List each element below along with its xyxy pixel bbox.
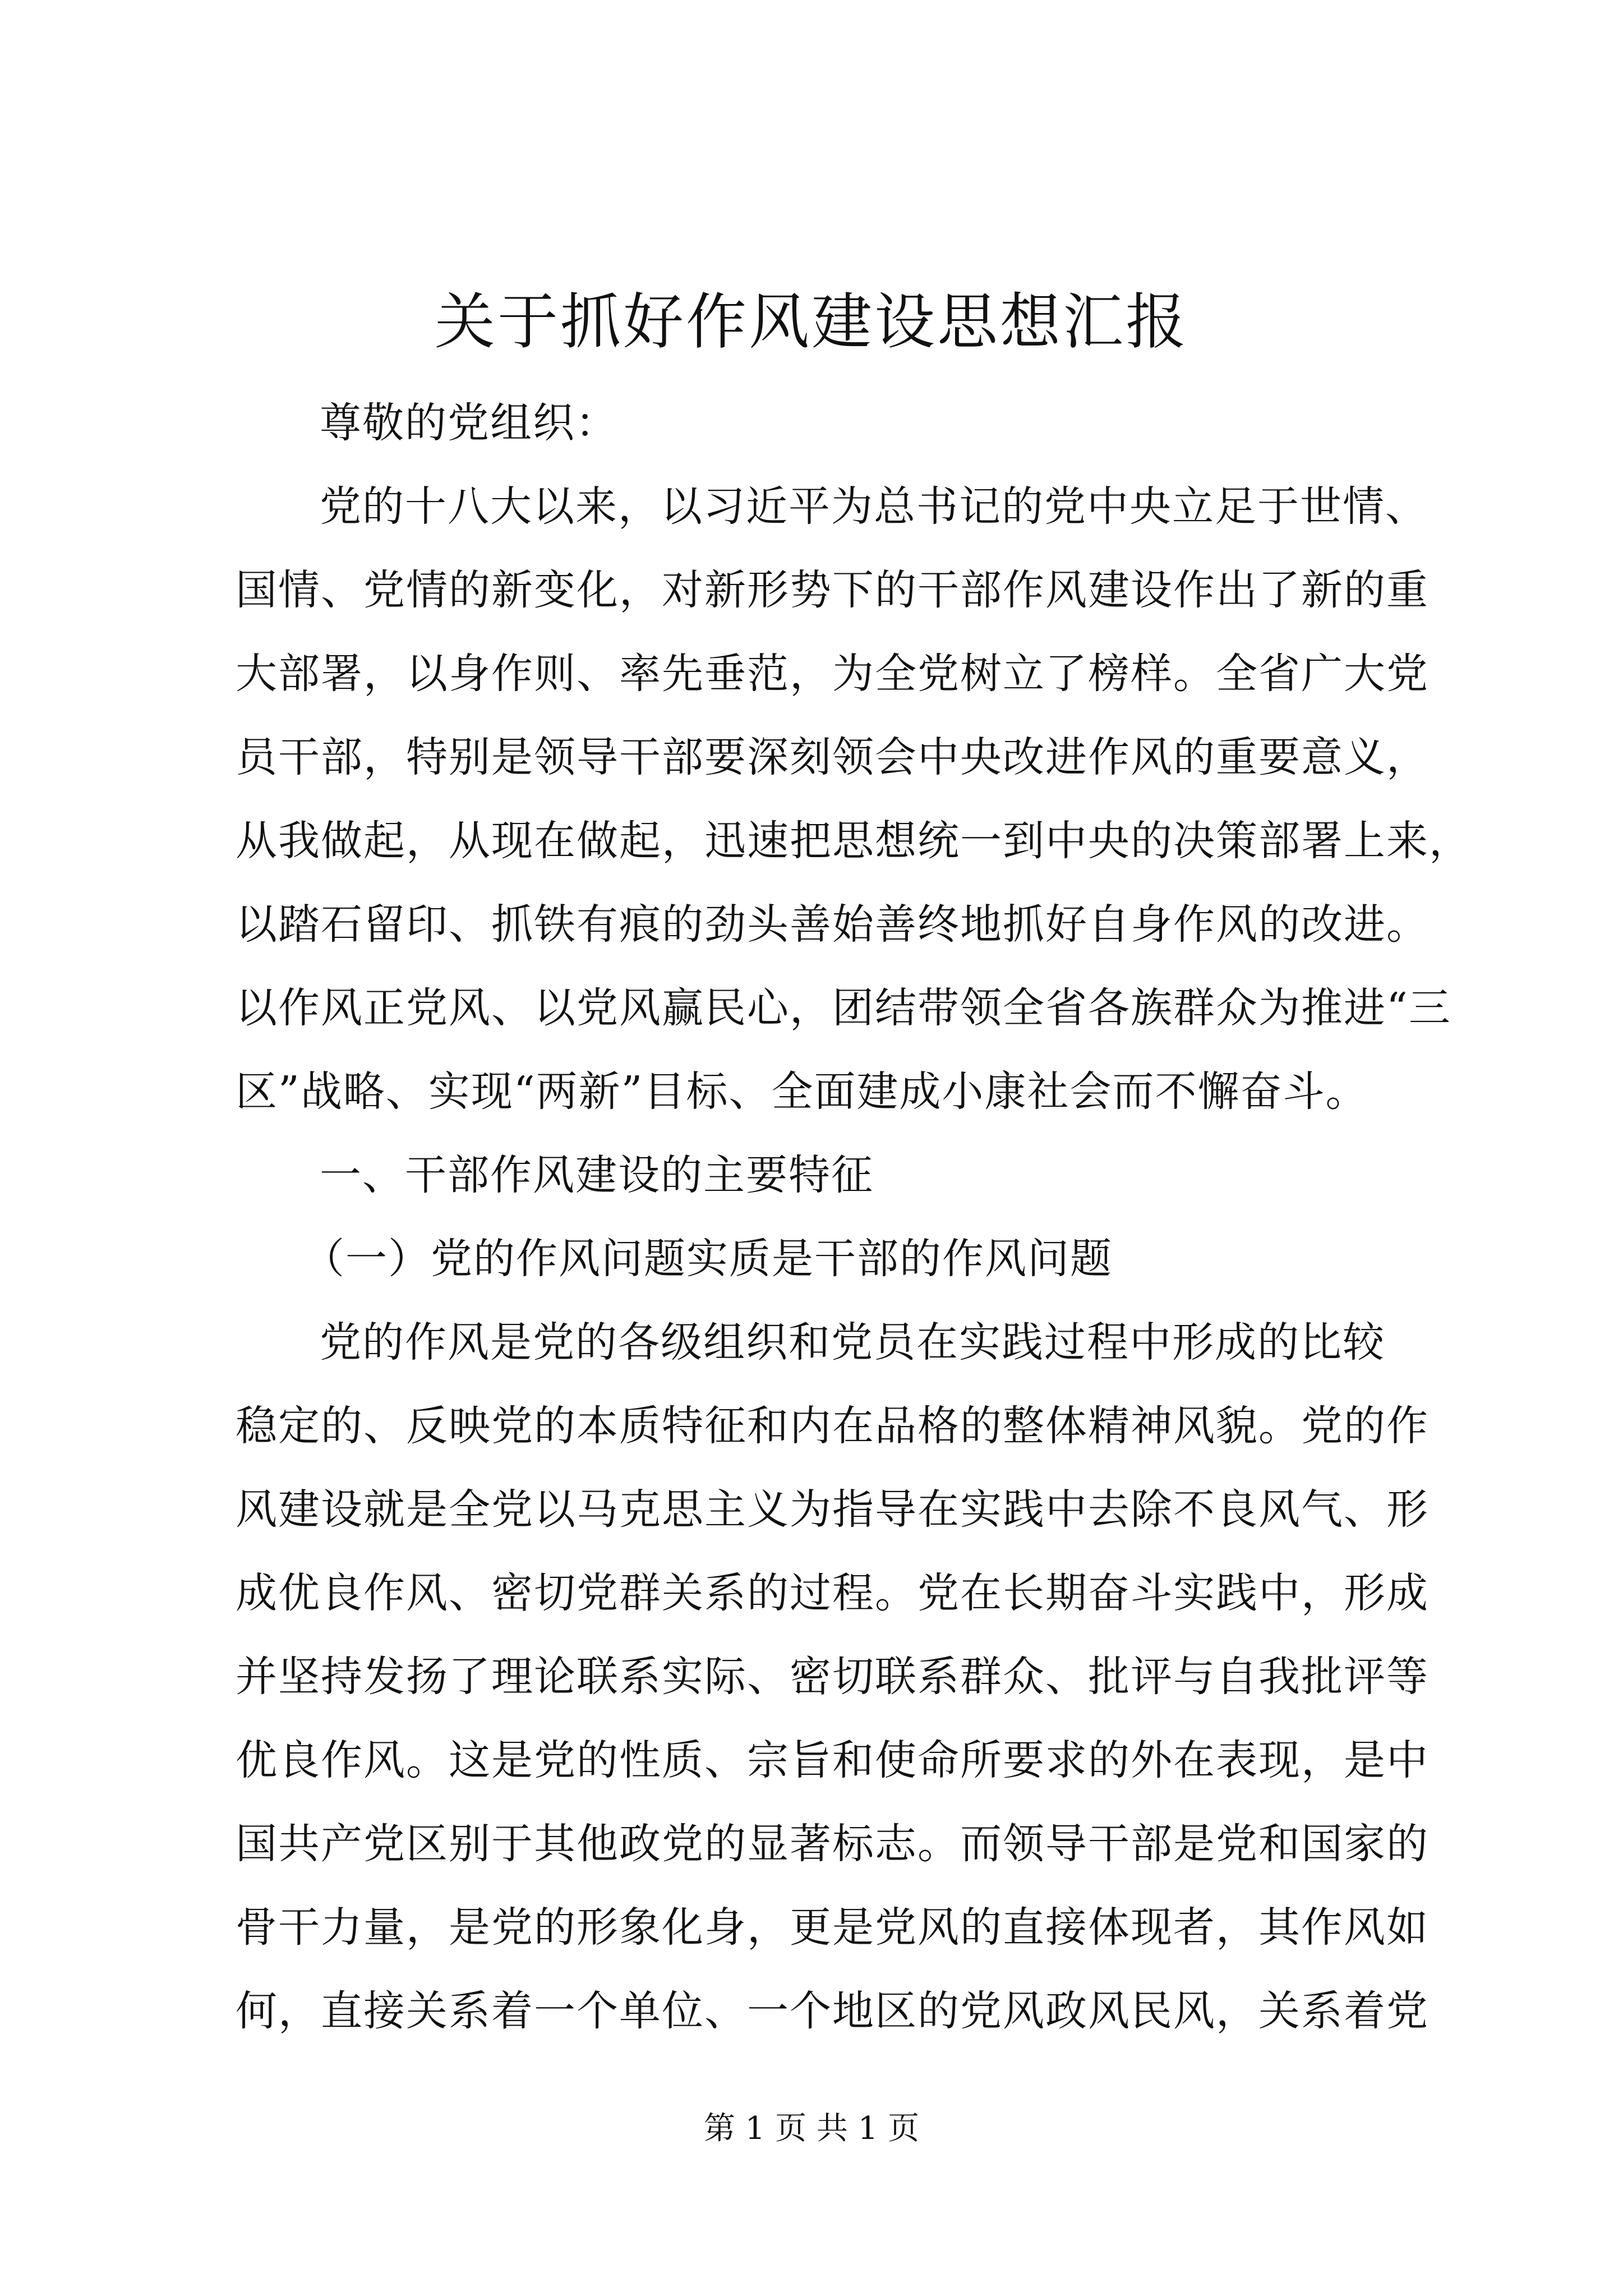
paragraph-line: 风建设就是全党以马克思主义为指导在实践中去除不良风气、形 (236, 1485, 1429, 1534)
paragraph-line: 党的作风是党的各级组织和党员在实践过程中形成的比较 (320, 1318, 1385, 1366)
paragraph-line: 骨干力量，是党的形象化身，更是党风的直接体现者，其作风如 (236, 1903, 1429, 1952)
paragraph-line: 优良作风。这是党的性质、宗旨和使命所要求的外在表现，是中 (236, 1736, 1429, 1784)
paragraph-line: 国共产党区别于其他政党的显著标志。而领导干部是党和国家的 (236, 1820, 1429, 1868)
paragraph-line: 国情、党情的新变化，对新形势下的干部作风建设作出了新的重 (236, 566, 1429, 614)
document-title: 关于抓好作风建设思想汇报 (434, 287, 1188, 357)
page-footer: 第 1 页 共 1 页 (703, 2110, 920, 2147)
paragraph-line: 并坚持发扬了理论联系实际、密切联系群众、批评与自我批评等 (236, 1653, 1429, 1701)
paragraph-line: 以作风正党风、以党风赢民心，团结带领全省各族群众为推进“三 (236, 984, 1451, 1032)
paragraph-line: 稳定的、反映党的本质特征和内在品格的整体精神风貌。党的作 (236, 1402, 1429, 1450)
paragraph-line: 从我做起，从现在做起，迅速把思想统一到中央的决策部署上来， (236, 817, 1472, 865)
document-body (236, 381, 1472, 2053)
paragraph-line: 成优良作风、密切党群关系的过程。党在长期奋斗实践中，形成 (236, 1569, 1429, 1617)
paragraph-line: 何，直接关系着一个单位、一个地区的党风政风民风，关系着党 (236, 1987, 1429, 2035)
paragraph-line: 区”战略、实现“两新”目标、全面建成小康社会而不懈奋斗。 (236, 1068, 1368, 1116)
subsection-heading: （一）党的作风问题实质是干部的作风问题 (303, 1235, 1113, 1283)
paragraph-line: 员干部，特别是领导干部要深刻领会中央改进作风的重要意义， (236, 733, 1429, 781)
paragraph-line: 以踏石留印、抓铁有痕的劲头善始善终地抓好自身作风的改进。 (236, 900, 1429, 949)
salutation: 尊敬的党组织： (320, 399, 618, 447)
paragraph-line: 党的十八大以来，以习近平为总书记的党中央立足于世情、 (320, 482, 1428, 531)
section-heading: 一、干部作风建设的主要特征 (320, 1151, 874, 1199)
paragraph-line: 大部署，以身作则、率先垂范，为全党树立了榜样。全省广大党 (236, 650, 1429, 698)
